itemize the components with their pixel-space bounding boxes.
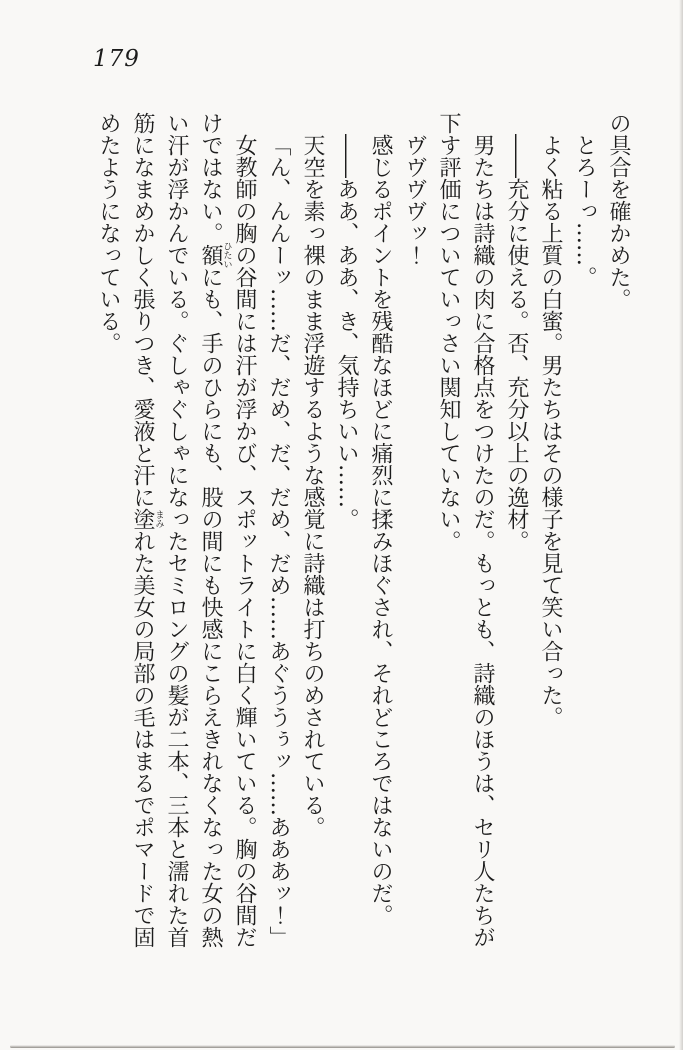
- paragraph: 「ん、んんーッ……だ、だめ、だ、だめ、だめ……あぐううぅッ……あああッ！」: [266, 134, 291, 948]
- page-number: 179: [93, 46, 140, 72]
- ruby-annotated-kanji: 塗まみ: [130, 508, 164, 530]
- page-edge-shadow: [679, 0, 683, 1050]
- paragraph: 天空を素っ裸のまま浮遊するような感覚に詩織は打ちのめされている。: [300, 134, 325, 838]
- ruby-annotated-kanji: 額ひたい: [198, 241, 232, 269]
- paragraph: ――充分に使える。否、充分以上の逸材。: [504, 134, 529, 552]
- paragraph: よく粘る上質の白蜜。男たちはその様子を見て笑い合った。: [538, 134, 563, 728]
- paragraph: とろーっ……。: [572, 134, 597, 288]
- paragraph: の具合を確かめた。: [606, 112, 631, 310]
- paragraph: 男たちは詩織の肉に合格点をつけたのだ。もっとも、詩織のほうは、セリ人たちが下す評価についていっさい関知していない。: [436, 112, 495, 948]
- paragraph: ヴヴヴヴッ！: [402, 134, 427, 266]
- paragraph: 女教師の胸の谷間には汗が浮かび、スポットライトに白く輝いている。胸の谷間だけではない。額ひたいにも、手のひらにも、股の間にも快感にこらえきれなくなった女の熱い汗が浮かんでいる。ぐしゃぐしゃになったセミロングの髪が二本、三本と濡れた首筋になまめかしく張りつき、愛液と汗に塗まみれた美女の局部の毛はまるでポマードで固めたようになっている。: [96, 112, 257, 948]
- paragraph: ――ああ、ああ、き、気持ちいい……。: [334, 134, 359, 530]
- scan-bottom-edge: [10, 1045, 675, 1048]
- paragraph: 感じるポイントを残酷なほどに痛烈に揉みほぐされ、それどころではないのだ。: [368, 134, 393, 926]
- body-text: [91, 112, 635, 952]
